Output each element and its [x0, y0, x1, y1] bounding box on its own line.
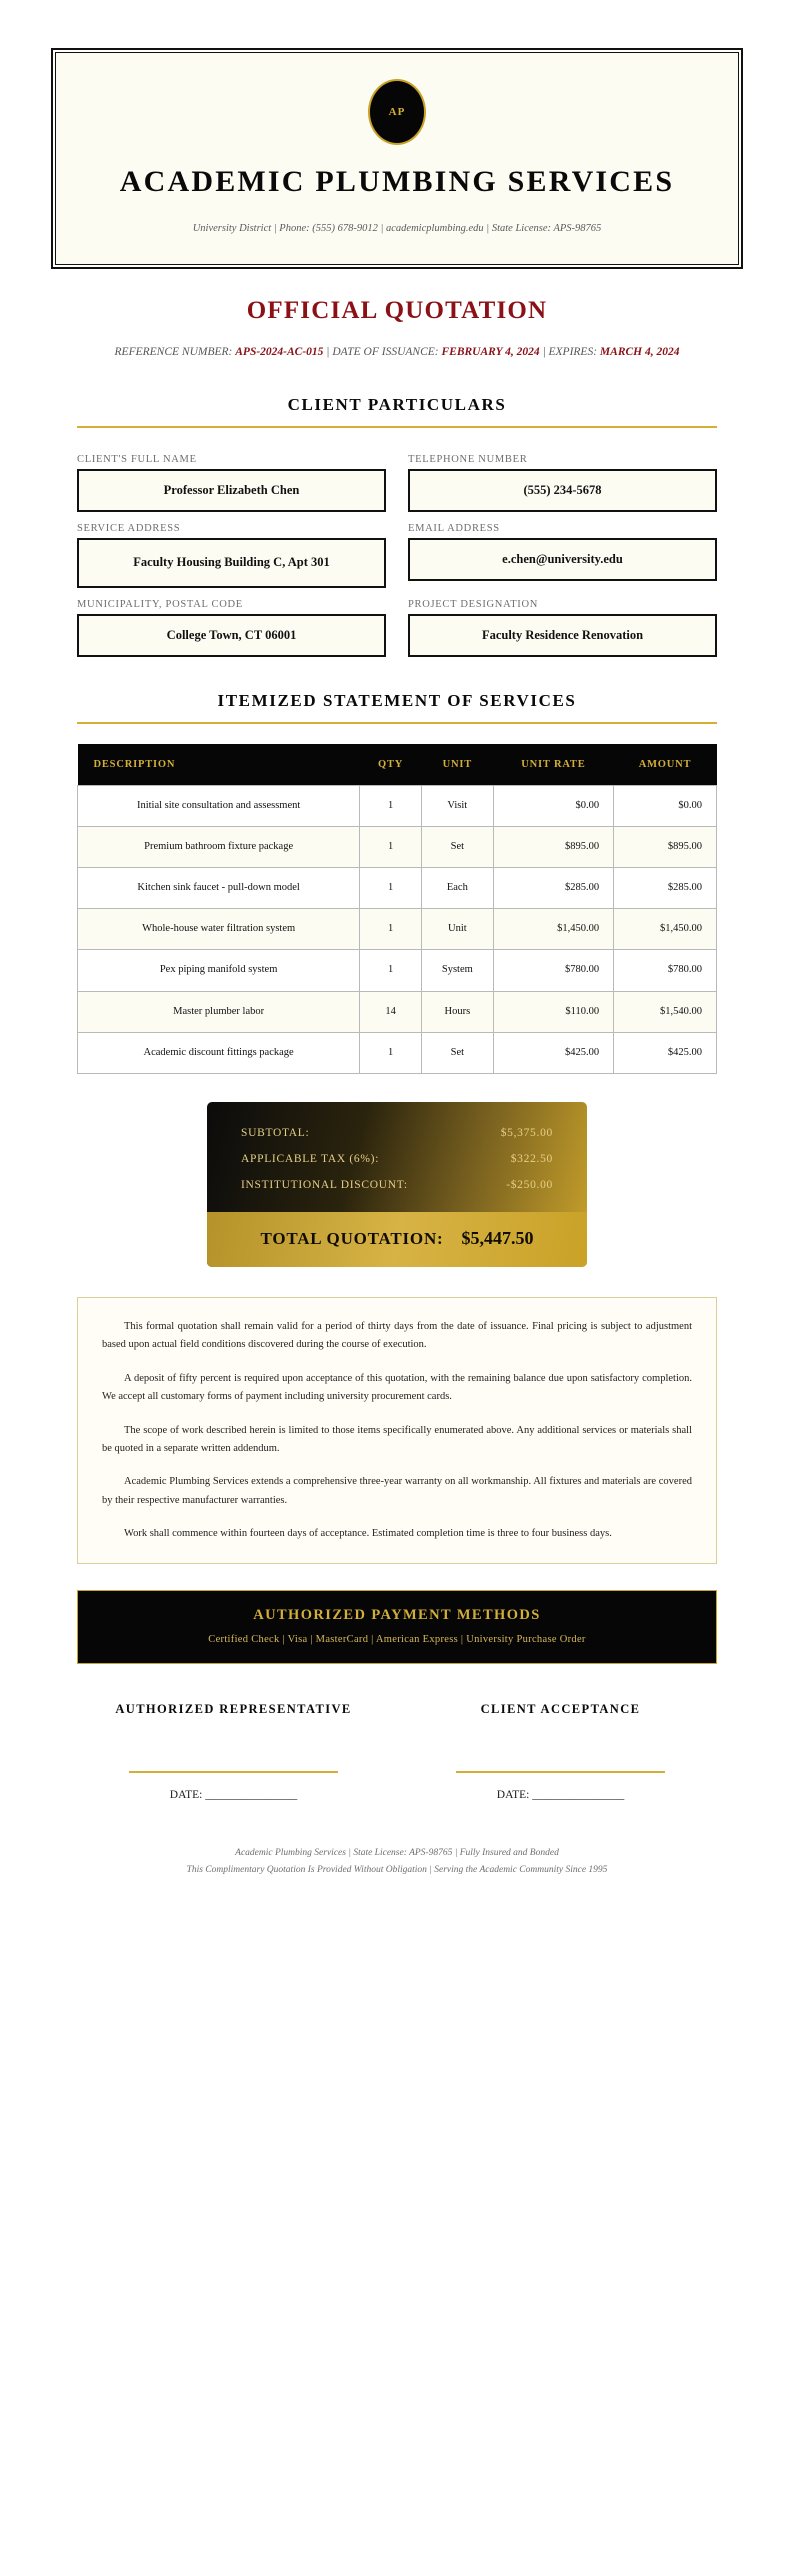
document-footer	[95, 1845, 699, 1878]
cell-amount: $780.00	[614, 950, 717, 991]
totals-label: SUBTOTAL:	[241, 1127, 310, 1139]
reference-label: REFERENCE NUMBER:	[114, 345, 233, 358]
cell-qty: 14	[360, 991, 422, 1032]
cell-description: Kitchen sink faucet - pull-down model	[78, 868, 360, 909]
client-particulars-grid	[77, 446, 717, 657]
cell-unit: Set	[421, 826, 493, 867]
signature-title: AUTHORIZED REPRESENTATIVE	[115, 1702, 352, 1717]
cell-description: Master plumber labor	[78, 991, 360, 1032]
cell-rate: $780.00	[493, 950, 613, 991]
field-label: PROJECT DESIGNATION	[408, 598, 539, 610]
cell-description: Pex piping manifold system	[78, 950, 360, 991]
column-header-amount: AMOUNT	[614, 744, 717, 786]
cell-unit: Hours	[421, 991, 493, 1032]
services-table-body	[78, 785, 717, 1073]
cell-unit: Unit	[421, 909, 493, 950]
document-title: OFFICIAL QUOTATION	[246, 296, 548, 324]
total-quotation-label: TOTAL QUOTATION:	[260, 1229, 444, 1248]
field-label: SERVICE ADDRESS	[77, 522, 181, 534]
cell-qty: 1	[360, 785, 422, 826]
field-email	[408, 515, 717, 588]
issuance-value: FEBRUARY 4, 2024	[441, 345, 540, 358]
cell-qty: 1	[360, 950, 422, 991]
totals-value: -$250.00	[506, 1179, 553, 1191]
totals-wrap	[55, 1102, 739, 1267]
field-telephone	[408, 446, 717, 512]
cell-qty: 1	[360, 868, 422, 909]
table-row	[78, 1032, 717, 1073]
services-section-heading: ITEMIZED STATEMENT OF SERVICES	[217, 690, 577, 710]
field-value[interactable]: Faculty Housing Building C, Apt 301	[77, 538, 386, 588]
reference-value: APS-2024-AC-015	[235, 345, 324, 358]
cell-qty: 1	[360, 909, 422, 950]
totals-row-subtotal	[207, 1120, 587, 1146]
totals-row-tax	[207, 1146, 587, 1172]
field-value[interactable]: College Town, CT 06001	[77, 614, 386, 657]
terms-paragraph: A deposit of fifty percent is required upon acceptance of this quotation, with the remaining balance due upon satisfactory completion. We accept all customary forms of payment including university procurement cards.	[102, 1372, 692, 1403]
table-header-row	[78, 744, 717, 786]
totals-label: APPLICABLE TAX (6%):	[241, 1153, 380, 1165]
cell-amount: $0.00	[614, 785, 717, 826]
field-value[interactable]: Faculty Residence Renovation	[408, 614, 717, 657]
field-label: CLIENT'S FULL NAME	[77, 454, 197, 466]
footer-line-1: Academic Plumbing Services | State License: APS-98765 | Fully Insured and Bonded	[235, 1848, 559, 1859]
cell-unit: System	[421, 950, 493, 991]
cell-unit: Each	[421, 868, 493, 909]
totals-value: $5,375.00	[500, 1127, 553, 1139]
cell-qty: 1	[360, 1032, 422, 1073]
letterhead	[55, 52, 739, 265]
field-value[interactable]: Professor Elizabeth Chen	[77, 469, 386, 512]
cell-rate: $1,450.00	[493, 909, 613, 950]
column-header-unit-rate: UNIT RATE	[493, 744, 613, 786]
field-client-name	[77, 446, 386, 512]
cell-description: Academic discount fittings package	[78, 1032, 360, 1073]
table-row	[78, 826, 717, 867]
signature-title: CLIENT ACCEPTANCE	[480, 1702, 641, 1717]
cell-amount: $285.00	[614, 868, 717, 909]
signature-date[interactable]: DATE: ________________	[496, 1789, 625, 1802]
cell-rate: $110.00	[493, 991, 613, 1032]
table-row	[78, 868, 717, 909]
seal-initials: AP	[388, 106, 406, 118]
payment-methods-panel	[77, 1590, 717, 1664]
company-name: ACADEMIC PLUMBING SERVICES	[119, 165, 675, 198]
column-header-qty: QTY	[360, 744, 422, 786]
totals-value: $322.50	[510, 1153, 553, 1165]
terms-paragraph: Academic Plumbing Services extends a comprehensive three-year warranty on all workmanship. All fixtures and materials are covered by their respective manufacturer warranties.	[102, 1476, 692, 1506]
terms-paragraph: Work shall commence within fourteen days of acceptance. Estimated completion time is three to four business days.	[124, 1528, 612, 1539]
cell-rate: $285.00	[493, 868, 613, 909]
field-service-address	[77, 515, 386, 588]
services-table	[77, 744, 717, 1074]
signature-grid	[95, 1700, 699, 1801]
total-quotation-row	[207, 1212, 587, 1267]
cell-unit: Set	[421, 1032, 493, 1073]
cell-description: Initial site consultation and assessment	[78, 785, 360, 826]
footer-line-2: This Complimentary Quotation Is Provided Without Obligation | Serving the Academic Community Since 1995	[186, 1864, 608, 1875]
field-label: MUNICIPALITY, POSTAL CODE	[77, 598, 243, 610]
field-project-designation	[408, 591, 717, 657]
table-row	[78, 785, 717, 826]
field-value[interactable]: (555) 234-5678	[408, 469, 717, 512]
terms-paragraph: The scope of work described herein is limited to those items specifically enumerated above. Any additional services or materials shall be quoted in a separate written addendum.	[102, 1424, 692, 1454]
table-row	[78, 991, 717, 1032]
expires-label: EXPIRES:	[548, 345, 598, 358]
cell-amount: $1,450.00	[614, 909, 717, 950]
client-section-divider	[77, 426, 717, 428]
signature-date[interactable]: DATE: ________________	[169, 1789, 298, 1802]
cell-rate: $425.00	[493, 1032, 613, 1073]
meta-separator-2: |	[542, 345, 546, 358]
cell-qty: 1	[360, 826, 422, 867]
cell-description: Whole-house water filtration system	[78, 909, 360, 950]
services-table-wrap	[77, 744, 717, 1074]
services-table-head	[78, 744, 717, 786]
company-contact-line: University District | Phone: (555) 678-9012 | academicplumbing.edu | State License: APS-98765	[192, 223, 602, 235]
client-section-heading: CLIENT PARTICULARS	[287, 395, 507, 415]
field-value[interactable]: e.chen@university.edu	[408, 538, 717, 581]
totals-label: INSTITUTIONAL DISCOUNT:	[241, 1179, 408, 1191]
cell-amount: $895.00	[614, 826, 717, 867]
cell-rate: $0.00	[493, 785, 613, 826]
meta-separator-1: |	[326, 345, 330, 358]
cell-description: Premium bathroom fixture package	[78, 826, 360, 867]
table-row	[78, 909, 717, 950]
terms-panel	[77, 1297, 717, 1564]
payment-methods-title: AUTHORIZED PAYMENT METHODS	[253, 1607, 541, 1624]
column-header-description: DESCRIPTION	[78, 744, 360, 786]
field-municipality	[77, 591, 386, 657]
total-quotation-value: $5,447.50	[461, 1228, 534, 1248]
signature-line[interactable]	[456, 1771, 665, 1773]
signature-block-representative	[95, 1700, 372, 1801]
table-row	[78, 950, 717, 991]
totals-panel	[207, 1102, 587, 1267]
issuance-label: DATE OF ISSUANCE:	[332, 345, 439, 358]
totals-row-discount	[207, 1172, 587, 1198]
cell-amount: $425.00	[614, 1032, 717, 1073]
cell-unit: Visit	[421, 785, 493, 826]
expires-value: MARCH 4, 2024	[599, 345, 680, 358]
field-label: EMAIL ADDRESS	[408, 522, 500, 534]
company-seal-icon	[368, 79, 426, 145]
signature-line[interactable]	[129, 1771, 338, 1773]
field-label: TELEPHONE NUMBER	[408, 454, 528, 466]
cell-rate: $895.00	[493, 826, 613, 867]
payment-methods-list: Certified Check | Visa | MasterCard | American Express | University Purchase Order	[208, 1634, 586, 1646]
signature-block-client	[422, 1700, 699, 1801]
column-header-unit: UNIT	[421, 744, 493, 786]
services-section-divider	[77, 722, 717, 724]
document-meta	[97, 343, 697, 361]
cell-amount: $1,540.00	[614, 991, 717, 1032]
terms-paragraph: This formal quotation shall remain valid for a period of thirty days from the date of issuance. Final pricing is subject to adjustment based upon actual field conditions discovered during the course of execution.	[102, 1321, 692, 1351]
